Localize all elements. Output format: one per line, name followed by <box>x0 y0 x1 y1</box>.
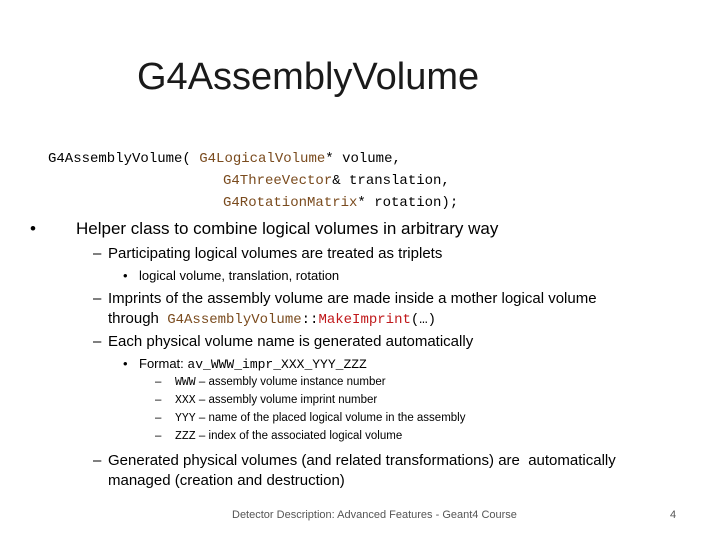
constructor-line-1 <box>48 151 401 167</box>
constructor-param-rest: * rotation); <box>357 195 459 211</box>
bullet-dot: • <box>123 268 128 283</box>
format-value: av_WWW_impr_XXX_YYY_ZZZ <box>187 357 367 372</box>
dash-marker: – <box>155 376 162 388</box>
constructor-param-type: G4ThreeVector <box>223 173 333 189</box>
sub-bullet-imprints: Imprints of the assembly volume are made inside a mother logical volume <box>108 290 597 307</box>
format-item <box>175 430 402 443</box>
imprints-through-text: through <box>108 310 159 327</box>
dash-marker: – <box>155 394 162 406</box>
constructor-name: G4AssemblyVolume( <box>48 151 191 167</box>
constructor-param-type: G4LogicalVolume <box>199 151 326 167</box>
format-label: Format: <box>139 356 184 371</box>
page-number: 4 <box>670 509 677 521</box>
slide-footer: Detector Description: Advanced Features - Geant4 Course <box>232 509 517 521</box>
dash-marker: – <box>93 452 102 469</box>
bullet-dot: • <box>123 356 128 371</box>
sub-bullet-generated-volumes-line-2: managed (creation and destruction) <box>108 472 345 489</box>
dash-marker: – <box>93 245 102 262</box>
constructor-param-rest: & translation, <box>332 173 450 189</box>
format-item-code: YYY <box>175 412 196 425</box>
slide-title: G4AssemblyVolume <box>137 56 480 98</box>
triplet-items: logical volume, translation, rotation <box>139 268 340 283</box>
format-item-code: WWW <box>175 376 196 389</box>
dash-marker: – <box>155 430 162 442</box>
code-scope-operator: :: <box>301 312 319 328</box>
format-item <box>175 394 377 407</box>
constructor-param-type: G4RotationMatrix <box>223 195 358 211</box>
format-item-text: – name of the placed logical volume in the assembly <box>198 412 466 424</box>
code-method-args: (…) <box>410 312 437 328</box>
constructor-line-2 <box>223 173 450 189</box>
bullet-helper-class: Helper class to combine logical volumes in arbitrary way <box>76 219 499 238</box>
code-method-name: MakeImprint <box>318 312 411 328</box>
code-class-name: G4AssemblyVolume <box>167 312 302 328</box>
constructor-param-rest: * volume, <box>325 151 401 167</box>
format-item <box>175 376 386 389</box>
sub-bullet-imprints-line-2 <box>108 310 436 328</box>
bullet-dot: • <box>30 219 36 238</box>
format-item-text: – assembly volume imprint number <box>198 394 378 406</box>
sub-bullet-generated-volumes: Generated physical volumes (and related transformations) are automatically <box>108 452 616 469</box>
constructor-line-3 <box>223 195 458 211</box>
format-item <box>175 412 466 425</box>
dash-marker: – <box>93 333 102 350</box>
dash-marker: – <box>93 290 102 307</box>
format-item-text: – index of the associated logical volume <box>198 430 403 442</box>
format-item-code: ZZZ <box>175 430 196 443</box>
format-line <box>139 356 367 372</box>
format-item-code: XXX <box>175 394 196 407</box>
dash-marker: – <box>155 412 162 424</box>
sub-bullet-naming: Each physical volume name is generated automatically <box>108 333 474 350</box>
format-item-text: – assembly volume instance number <box>198 376 386 388</box>
sub-bullet-triplets: Participating logical volumes are treated as triplets <box>108 245 443 262</box>
